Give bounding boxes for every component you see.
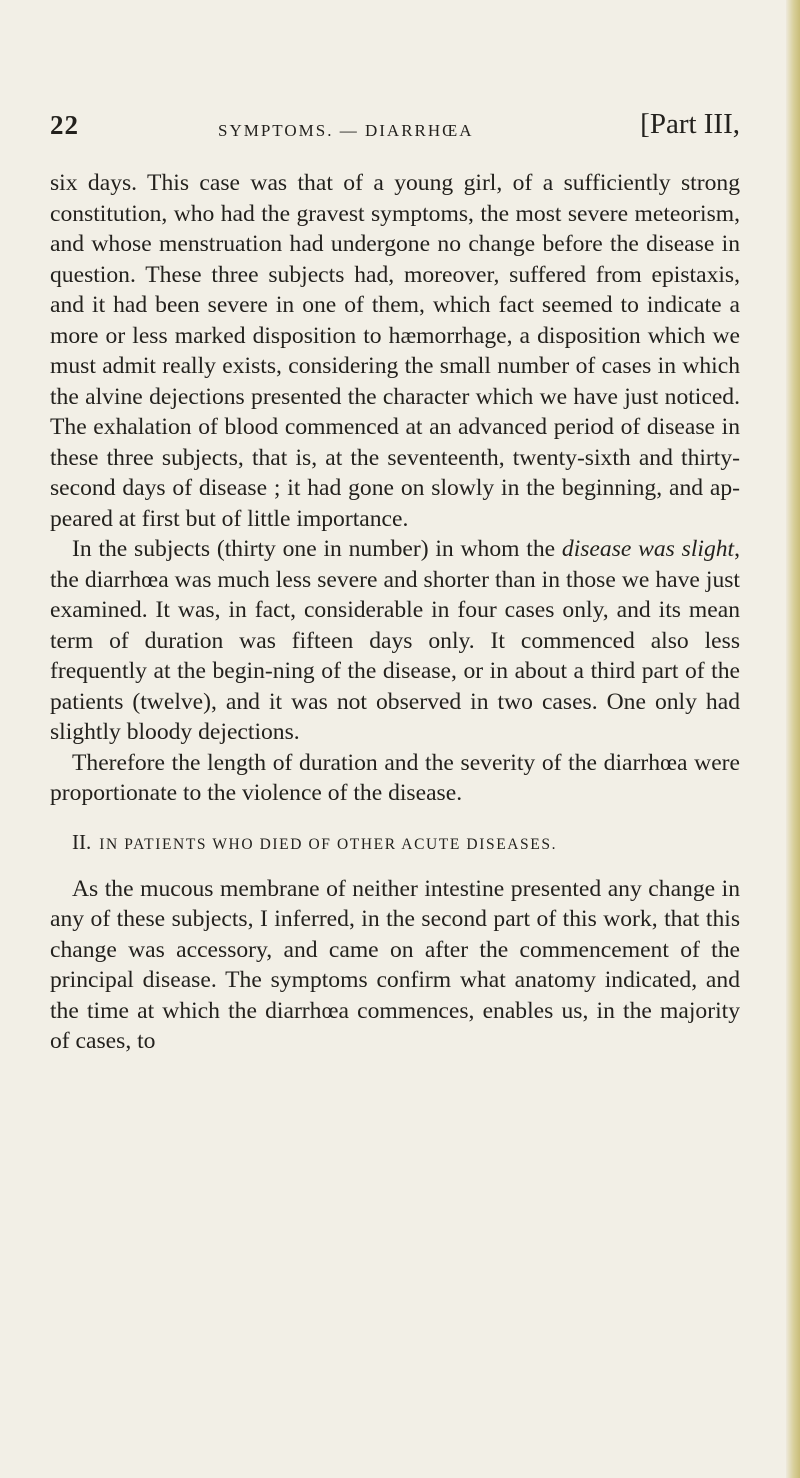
section-numeral: II. bbox=[72, 829, 92, 854]
paragraph-text: , the diarrhœa was much less severe and shorter than in those we have just examined. It was, in fact, considerable in four cases only, and its mean term of duration was fifteen days only. It commenced also less frequently at the begin-ning of the disease, or in about a third part of the patients (twelve), and it was not observed in two cases. One only had slightly bloody dejections. bbox=[50, 536, 740, 745]
paragraph-continued: six days. This case was that of a young girl, of a sufficiently strong constitution, who had the gravest symptoms, the most severe meteorism, and whose menstruation had undergone no change before the disease in question. These three subjects had, moreover, suffered from epistaxis, and it had been severe in one of them, which fact seemed to indicate a more or less marked disposition to hæmorrhage, a disposition which we must admit really exists, considering the small number of cases in which the alvine dejections presented the character which we have just noticed. The exhalation of blood commenced at an advanced period of disease in these three subjects, that is, at the seventeenth, twenty-sixth and thirty-second days of disease ; it had gone on slowly in the beginning, and ap-peared at first but of little importance. bbox=[50, 170, 740, 532]
running-head: SYMPTOMS. — DIARRHŒA bbox=[218, 121, 474, 140]
body-text bbox=[50, 168, 740, 1057]
paragraph-mucous-membrane: As the mucous membrane of neither intestine presented any change in any of these subjects, I inferred, in the second part of this work, that this change was accessory, and came on after the commencement of the principal disease. The symptoms confirm what anatomy indicated, and the time at which the diarrhœa commences, enables us, in the majority of cases, to bbox=[50, 875, 740, 1054]
paragraph-conclusion: Therefore the length of duration and the severity of the diarrhœa were proportionate to the violence of the disease. bbox=[50, 749, 740, 806]
paragraph-slight-disease bbox=[50, 534, 740, 748]
page-edge bbox=[786, 0, 800, 1478]
section-heading bbox=[50, 827, 740, 860]
page-header bbox=[50, 108, 740, 148]
paragraph-text: In the subjects (thirty one in number) in whom the bbox=[72, 536, 562, 562]
section-title: IN PATIENTS WHO DIED OF OTHER ACUTE DISEASES. bbox=[99, 835, 558, 853]
emphasis-text: disease was slight bbox=[561, 536, 735, 562]
page-number: 22 bbox=[50, 110, 79, 140]
part-label: [Part III, bbox=[640, 108, 740, 140]
